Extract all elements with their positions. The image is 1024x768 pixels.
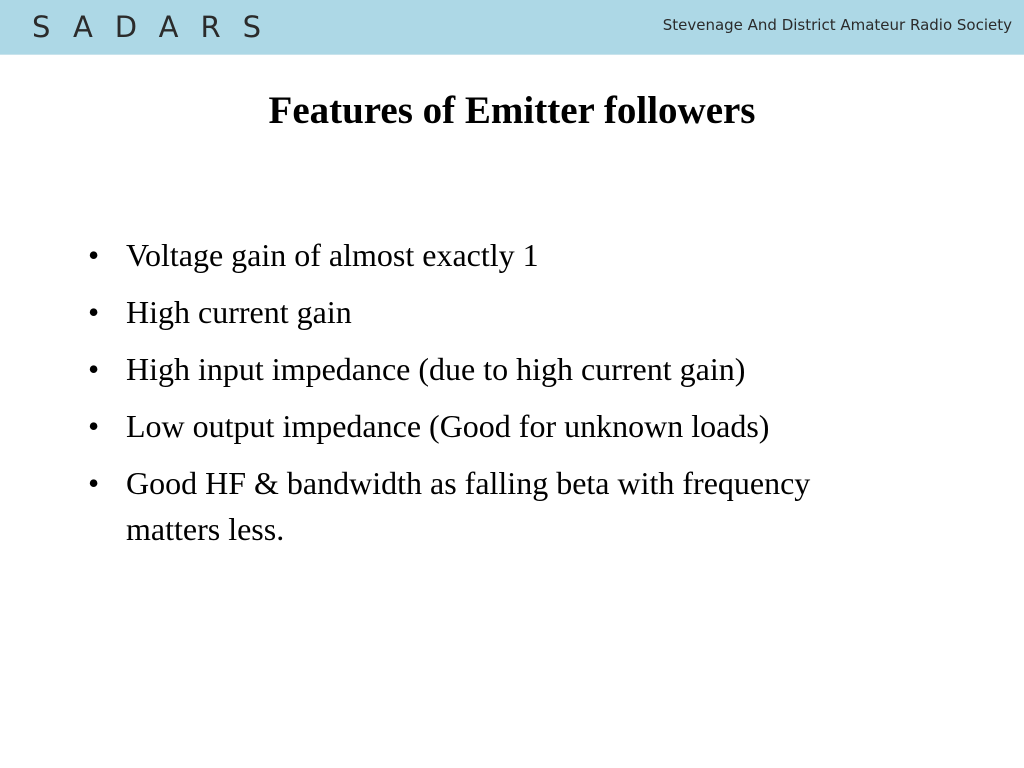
bullet-text: High input impedance (due to high current gain) — [126, 351, 746, 387]
bullet-list — [88, 232, 948, 563]
slide-title: Features of Emitter followers — [268, 89, 756, 132]
bullet-item — [88, 232, 948, 278]
society-name: Stevenage And District Amateur Radio Society — [662, 16, 1012, 34]
bullet-dot-icon: • — [88, 465, 100, 501]
bullet-text: High current gain — [126, 294, 352, 330]
bullet-dot-icon: • — [88, 351, 100, 387]
sadars-logo: SADARS — [32, 10, 284, 44]
bullet-dot-icon: • — [88, 237, 100, 273]
bullet-item — [88, 460, 846, 552]
bullet-item — [88, 403, 948, 449]
header-band — [0, 0, 1024, 55]
bullet-dot-icon: • — [88, 408, 100, 444]
bullet-item — [88, 346, 948, 392]
bullet-item — [88, 289, 948, 335]
bullet-text: Voltage gain of almost exactly 1 — [126, 237, 539, 273]
bullet-text: Low output impedance (Good for unknown loads) — [126, 408, 770, 444]
bullet-text: Good HF & bandwidth as falling beta with frequency matters less. — [126, 465, 811, 547]
bullet-dot-icon: • — [88, 294, 100, 330]
